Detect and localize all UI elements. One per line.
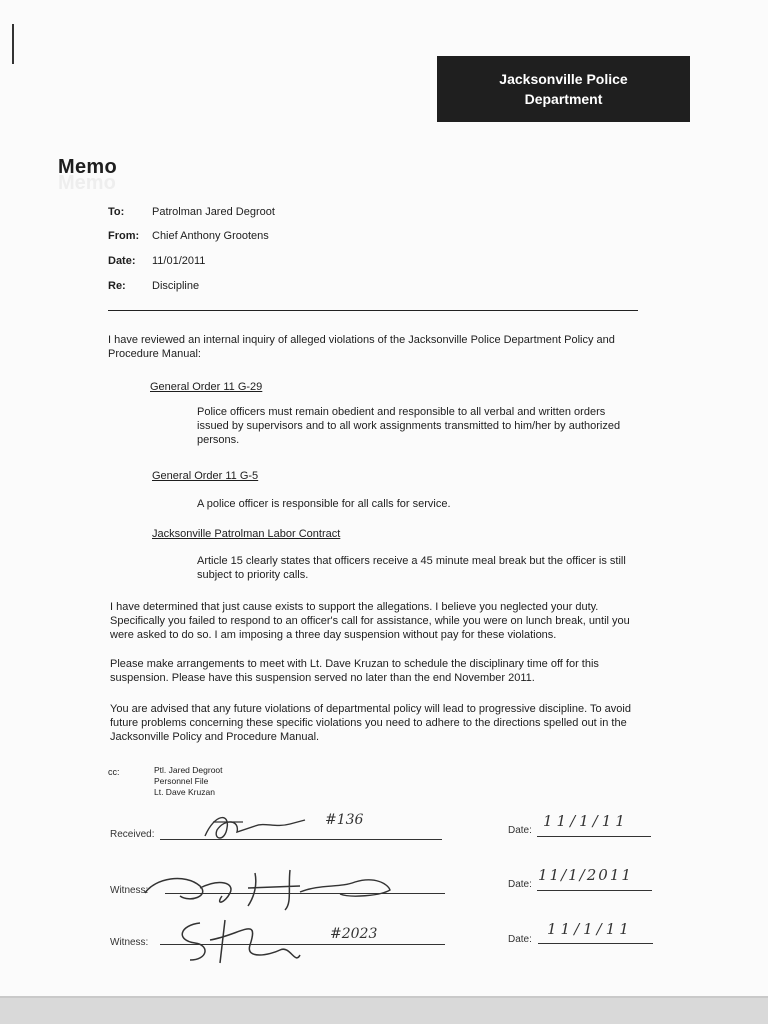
witness1-date-line bbox=[537, 890, 652, 891]
witness2-date-line bbox=[538, 943, 653, 944]
department-header bbox=[437, 56, 690, 122]
department-name-line1: Jacksonville Police bbox=[499, 71, 628, 87]
order-text-g5: A police officer is responsible for all calls for service. bbox=[197, 498, 451, 510]
from-label: From: bbox=[108, 230, 140, 242]
intro-paragraph: I have reviewed an internal inquiry of alleged violations of the Jacksonville Police Department Policy and Procedure Manual: bbox=[108, 334, 615, 360]
order-text-labor-contract: Article 15 clearly states that officers receive a 45 minute meal break but the officer is still subject to priority calls. bbox=[197, 555, 626, 581]
cc-recipient: Personnel File bbox=[154, 776, 209, 786]
to-value: Patrolman Jared Degroot bbox=[152, 206, 275, 218]
date-label: Date: bbox=[108, 255, 136, 267]
memo-title-bleed: Memo bbox=[58, 172, 116, 194]
received-badge-number: #136 bbox=[325, 812, 364, 828]
re-label: Re: bbox=[108, 280, 126, 292]
arrangements-paragraph: Please make arrangements to meet with Lt. Dave Kruzan to schedule the disciplinary time off for this suspension. Please have this suspension served no later than the end November 2011. bbox=[110, 658, 599, 684]
header-divider bbox=[108, 310, 638, 311]
order-text-g29: Police officers must remain obedient and responsible to all verbal and written orders issued by supervisors and to all work assignments transmitted to him/her by authorized persons. bbox=[197, 406, 621, 446]
re-value: Discipline bbox=[152, 280, 200, 292]
received-date-label: Date: bbox=[508, 825, 532, 836]
witness2-date: 11/1/11 bbox=[547, 920, 633, 938]
received-signature bbox=[195, 808, 345, 848]
witness2-date-label: Date: bbox=[508, 934, 532, 945]
cc-list bbox=[154, 765, 223, 798]
received-label: Received: bbox=[110, 829, 155, 840]
received-date: 11/1/11 bbox=[543, 812, 629, 830]
witness1-label: Witness: bbox=[110, 885, 149, 896]
cc-recipient: Lt. Dave Kruzan bbox=[154, 787, 215, 797]
determination-paragraph: I have determined that just cause exists to support the allegations. I believe you neglected your duty. Specifically you failed to respond to an officer's call for assistance, while you were on lunch break, until you were asked to do so. I am imposing a three day suspension without pay for these violations. bbox=[110, 601, 630, 641]
cc-recipient: Ptl. Jared Degroot bbox=[154, 765, 223, 775]
scan-mark bbox=[12, 24, 14, 64]
order-title-g29: General Order 11 G-29 bbox=[150, 381, 263, 393]
witness2-label: Witness: bbox=[110, 937, 149, 948]
witness1-date: 11/1/2011 bbox=[538, 866, 633, 884]
date-value: 11/01/2011 bbox=[152, 255, 206, 267]
witness1-date-label: Date: bbox=[508, 879, 532, 890]
witness2-badge-number: #2023 bbox=[330, 926, 378, 942]
to-label: To: bbox=[108, 206, 125, 218]
memo-title: Memo bbox=[58, 156, 117, 178]
cc-label: cc: bbox=[108, 767, 120, 777]
order-title-g5: General Order 11 G-5 bbox=[152, 470, 259, 482]
department-name-line2: Department bbox=[524, 91, 603, 107]
advisory-paragraph: You are advised that any future violations of departmental policy will lead to progressive discipline. To avoid future problems concerning these specific violations you need to adhere to the directions spelled out in the Jacksonville Policy and Procedure Manual. bbox=[110, 703, 631, 743]
order-title-labor-contract: Jacksonville Patrolman Labor Contract bbox=[152, 528, 341, 540]
received-date-line bbox=[537, 836, 651, 837]
from-value: Chief Anthony Grootens bbox=[152, 230, 269, 242]
